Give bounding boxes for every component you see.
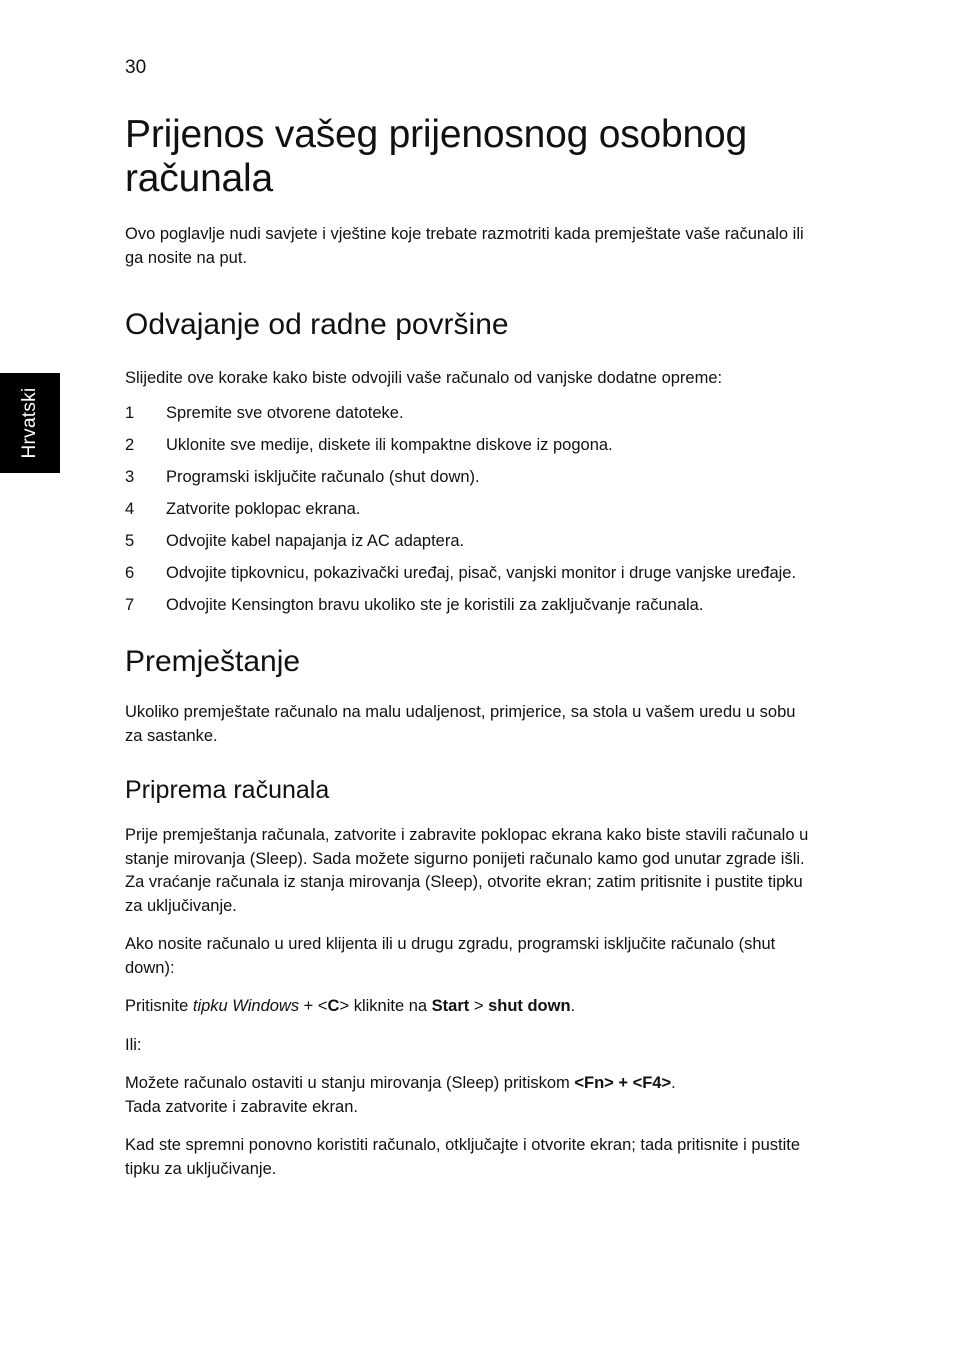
language-side-tab [0, 373, 60, 473]
step-number: 3 [125, 467, 135, 486]
step-number: 5 [125, 531, 135, 550]
instruction-mid-3: > [469, 997, 489, 1015]
instruction-mid-1: + < [299, 997, 328, 1015]
start-text: Start [431, 997, 470, 1015]
intro-paragraph: Ovo poglavlje nudi savjete i vještine koje trebate razmotriti kada premještate vaše računalo ili ga nosite na put. [125, 225, 804, 267]
instruction-mid-2: > kliknite na [339, 997, 432, 1015]
step-number: 1 [125, 403, 135, 422]
section-heading-disconnect: Odvajanje od radne površine [125, 308, 509, 341]
page-title: Prijenos vašeg prijenosnog osobnog računala [125, 113, 747, 200]
step-number: 6 [125, 563, 135, 582]
windows-key-text: tipku Windows [192, 997, 300, 1015]
moving-lead: Ukoliko premještate računalo na malu udaljenost, primjerice, sa stola u vašem uredu u sobu za sastanke. [125, 703, 796, 745]
shut-down-text: shut down [488, 997, 571, 1015]
step-text: Programski isključite računalo (shut down). [166, 467, 480, 486]
or-text: Ili: [125, 1035, 142, 1054]
instruction-suffix: . [570, 997, 576, 1015]
prepare-paragraph-1: Prije premještanja računala, zatvorite i zabravite poklopac ekrana kako biste stavili računalo u stanje mirovanja (Sleep). Sada možete sigurno ponijeti računalo kamo god unutar zgrade išli. Za vraćanje računala iz stanja mirovanja (Sleep), otvorite ekran; zatim pritisnite i pustite tipku za uključivanje. [125, 826, 809, 915]
step-item [125, 530, 815, 554]
instruction-prefix: Pritisnite [125, 997, 193, 1015]
step-number: 7 [125, 595, 135, 614]
prepare-paragraph-2: Ako nosite računalo u ured klijenta ili u drugu zgradu, programski isključite računalo (shut down): [125, 935, 776, 977]
fn-f4-keys-text: <Fn> + <F4> [574, 1074, 672, 1092]
step-text: Odvojite Kensington bravu ukoliko ste je koristili za zaključvanje računala. [166, 595, 704, 614]
step-text: Uklonite sve medije, diskete ili kompaktne diskove iz pogona. [166, 435, 613, 454]
prepare-paragraph-final: Kad ste spremni ponovno koristiti računalo, otključajte i otvorite ekran; tada pritisnite i pustite tipku za uključivanje. [125, 1136, 801, 1178]
step-number: 2 [125, 435, 135, 454]
sleep-line-2: Tada zatvorite i zabravite ekran. [125, 1097, 358, 1116]
step-item [125, 434, 815, 458]
page-content [125, 113, 815, 1181]
sleep-suffix: . [671, 1074, 676, 1092]
step-item [125, 466, 815, 490]
disconnect-steps-list [125, 402, 815, 618]
step-item [125, 562, 815, 586]
step-number: 4 [125, 499, 135, 518]
side-tab-label: Hrvatski [19, 387, 40, 459]
c-key-text: C [327, 997, 340, 1015]
step-text: Zatvorite poklopac ekrana. [166, 499, 361, 518]
disconnect-lead: Slijedite ove korake kako biste odvojili vaše računalo od vanjske dodatne opreme: [125, 369, 723, 387]
step-item [125, 402, 815, 426]
subsection-heading-prepare: Priprema računala [125, 776, 330, 804]
shutdown-instruction [125, 995, 815, 1019]
sleep-instruction [125, 1072, 815, 1119]
step-item [125, 498, 815, 522]
section-heading-moving: Premještanje [125, 645, 301, 678]
step-text: Odvojite tipkovnicu, pokazivački uređaj, pisač, vanjski monitor i druge vanjske uređaje. [166, 563, 797, 582]
step-text: Spremite sve otvorene datoteke. [166, 403, 404, 422]
step-item [125, 594, 815, 618]
step-text: Odvojite kabel napajanja iz AC adaptera. [166, 531, 465, 550]
sleep-prefix: Možete računalo ostaviti u stanju mirovanja (Sleep) pritiskom [125, 1074, 575, 1092]
page-number: 30 [125, 57, 147, 78]
